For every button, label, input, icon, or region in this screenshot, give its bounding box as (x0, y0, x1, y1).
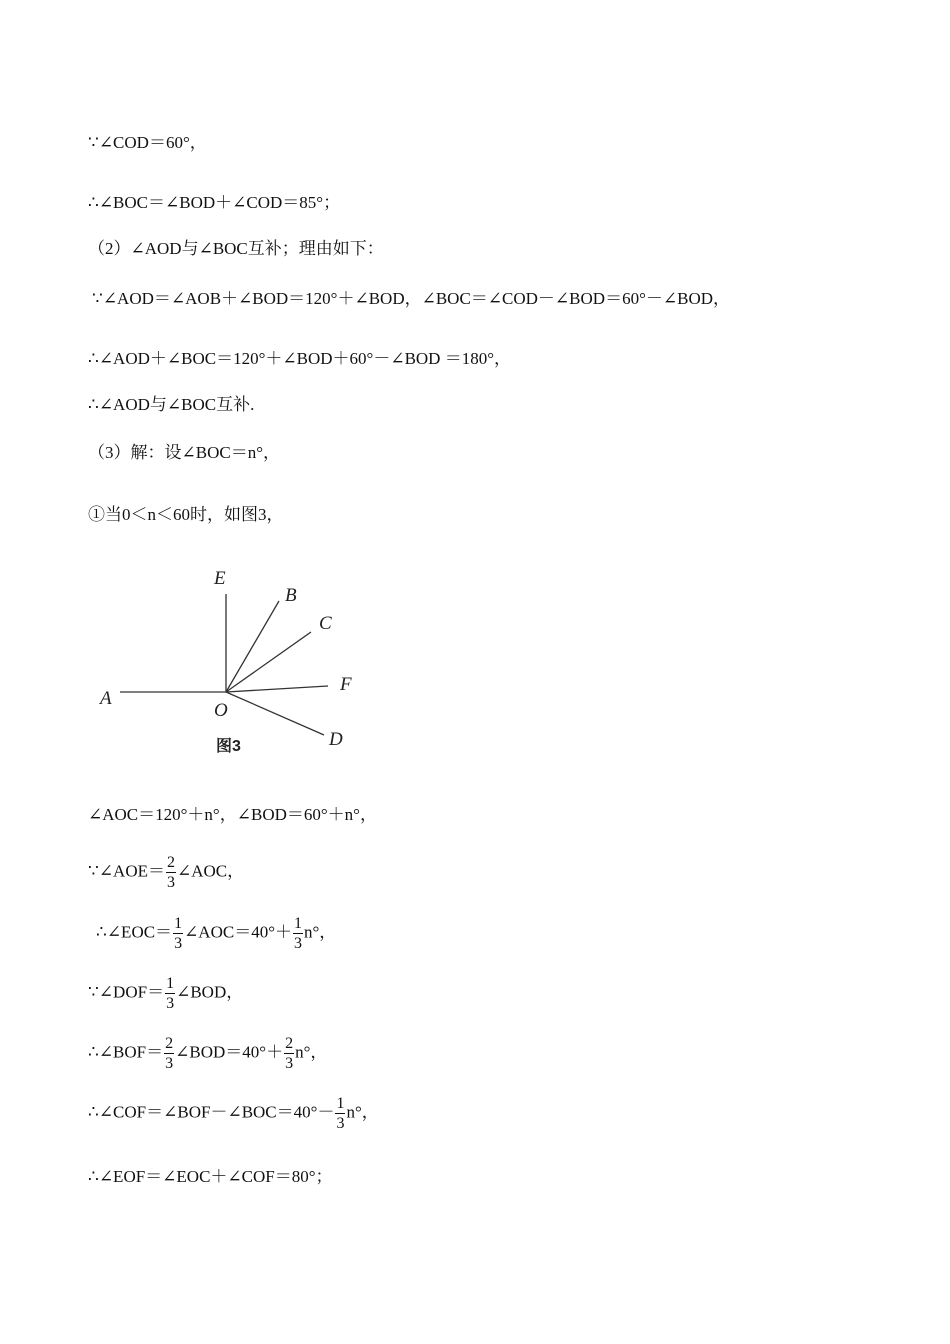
label-E: E (214, 568, 226, 589)
fraction-numerator: 1 (294, 915, 302, 932)
line-12-text-a: ∵∠DOF＝ (88, 982, 165, 1002)
fraction-denominator: 3 (165, 1055, 174, 1072)
line-11-text-c: n°， (304, 922, 337, 942)
line-14 (88, 1094, 379, 1133)
line-2: ∴∠BOC＝∠BOD＋∠COD＝85°； (88, 193, 341, 212)
line-15: ∴∠EOF＝∠EOC＋∠COF＝80°； (88, 1167, 333, 1186)
line-13-text-b: ∠BOD＝40°＋ (175, 1042, 284, 1062)
line-5: ∴∠AOD＋∠BOC＝120°＋∠BOD＋60°－∠BOD ＝180°， (88, 349, 512, 368)
fraction-two-thirds (284, 1034, 294, 1073)
fraction-numerator: 1 (174, 915, 183, 932)
line-13-text-a: ∴∠BOF＝ (88, 1042, 164, 1062)
line-13-text-c: n°， (295, 1042, 328, 1062)
label-B: B (285, 585, 297, 606)
line-1: ∵∠COD＝60°， (88, 133, 207, 152)
fraction-denominator: 3 (336, 1115, 345, 1132)
fraction-one-third (335, 1094, 345, 1133)
ray-OF (226, 686, 328, 692)
fraction-numerator: 1 (336, 1095, 345, 1112)
line-10-text-b: ∠AOC， (177, 861, 245, 881)
fraction-numerator: 2 (165, 1035, 174, 1052)
line-4: ∵∠AOD＝∠AOB＋∠BOD＝120°＋∠BOD，∠BOC＝∠COD－∠BOD＝60°－∠BOD， (92, 289, 731, 308)
label-A: A (100, 688, 112, 709)
fraction-denominator: 3 (174, 935, 183, 952)
fraction-numerator: 2 (285, 1035, 294, 1052)
line-11-text-b: ∠AOC＝40°＋ (184, 922, 292, 942)
fraction-denominator: 3 (166, 995, 175, 1012)
fraction-two-thirds (166, 853, 176, 892)
fraction-numerator: 2 (167, 854, 175, 871)
label-O: O (214, 700, 228, 721)
line-14-text-a: ∴∠COF＝∠BOF－∠BOC＝40°－ (88, 1102, 335, 1122)
line-6: ∴∠AOD与∠BOC互补. (88, 395, 255, 414)
label-C: C (319, 613, 332, 634)
fraction-one-third (173, 914, 183, 953)
line-7: （3）解：设∠BOC＝n°， (88, 443, 280, 462)
ray-OD (226, 692, 324, 735)
ray-OB (226, 601, 279, 692)
figure-3 (95, 560, 375, 760)
line-3: （2）∠AOD与∠BOC互补；理由如下： (88, 239, 384, 258)
fraction-denominator: 3 (167, 874, 175, 891)
line-12 (88, 974, 243, 1013)
fraction-one-third (293, 914, 303, 953)
line-12-text-b: ∠BOD， (176, 982, 244, 1002)
fraction-two-thirds (164, 1034, 174, 1073)
line-13 (88, 1034, 327, 1073)
line-11 (96, 914, 336, 953)
line-8: ①当0＜n＜60时，如图3， (88, 505, 284, 524)
fraction-denominator: 3 (285, 1055, 294, 1072)
label-F: F (340, 674, 352, 695)
fraction-numerator: 1 (166, 975, 175, 992)
line-11-text-a: ∴∠EOC＝ (96, 922, 173, 942)
label-D: D (329, 729, 343, 750)
line-10 (88, 853, 244, 892)
line-10-text-a: ∵∠AOE＝ (88, 861, 165, 881)
figure-caption: 图3 (216, 738, 241, 755)
line-14-text-b: n°， (346, 1102, 379, 1122)
ray-OC (226, 632, 311, 692)
fraction-one-third (165, 974, 175, 1013)
fraction-denominator: 3 (294, 935, 302, 952)
line-9: ∠AOC＝120°＋n°，∠BOD＝60°＋n°， (88, 805, 377, 824)
